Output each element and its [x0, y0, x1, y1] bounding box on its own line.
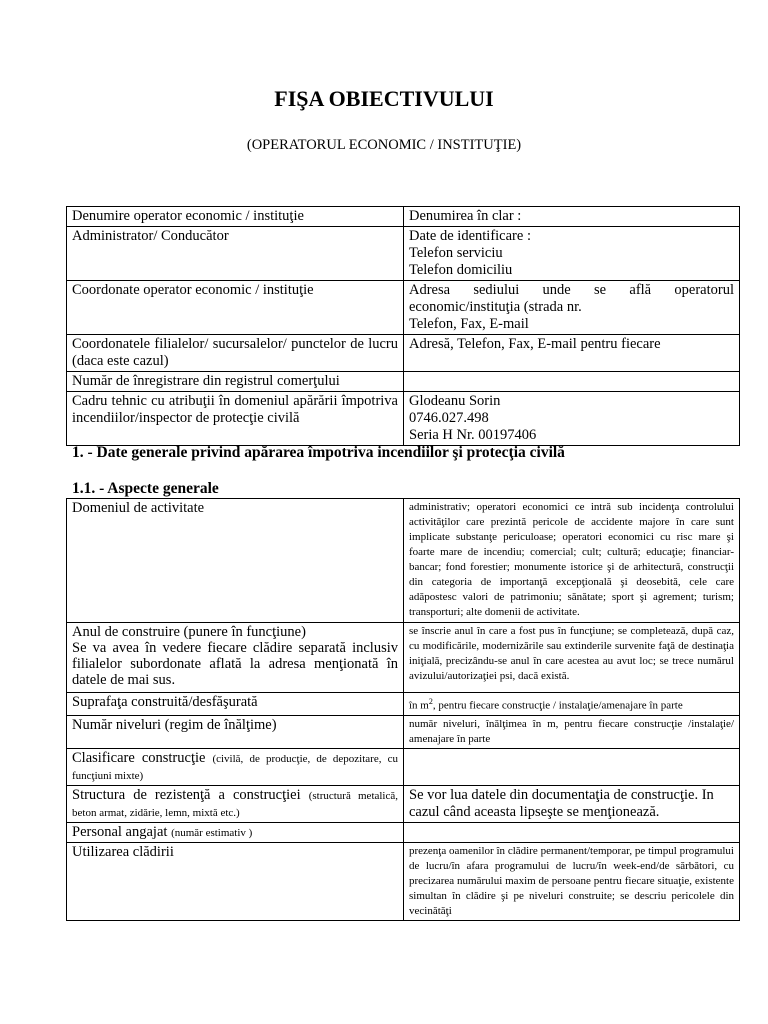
- cell-line: Administrator/ Conducător: [72, 228, 229, 244]
- personal-label-small: (număr estimativ ): [171, 826, 253, 839]
- general-aspects-table: [66, 498, 740, 921]
- table-cell-left: [67, 335, 404, 372]
- section-1-1-heading: 1.1. - Aspecte generale: [72, 480, 219, 497]
- table-cell-right: [404, 227, 740, 281]
- document-subtitle: (OPERATORUL ECONOMIC / INSTITUŢIE): [246, 137, 522, 153]
- table-cell-left: [67, 372, 404, 392]
- table-cell-left: [67, 227, 404, 281]
- cell-line: Cadru tehnic cu atribuţii în domeniul apărării împotriva incendiilor/inspector de protecţie civilă: [72, 393, 398, 426]
- an-label-detail: Se va avea în vedere fiecare clădire separată inclusiv filialelor subordonate aflată la adresa menţionată în datele de mai sus.: [72, 640, 398, 688]
- clasificare-label-main: Clasificare construcţie: [72, 749, 206, 766]
- section-1-heading: 1. - Date generale privind apărarea împotriva incendiilor şi protecţia civilă: [72, 444, 565, 461]
- suprafata-unit: în m: [409, 699, 429, 712]
- table-cell-right: [404, 372, 740, 392]
- suprafata-unit-exponent: 2: [428, 697, 433, 706]
- clasificare-label-small: (civilă, de producţie, de depozitare, cu funcţiuni mixte): [72, 752, 398, 782]
- cell-line: Coordonate operator economic / instituţie: [72, 282, 314, 298]
- personal-value: [404, 822, 740, 842]
- table-cell-right: [404, 335, 740, 372]
- table-cell-left: [67, 281, 404, 335]
- an-label-main: Anul de construire (punere în funcţiune): [72, 624, 306, 640]
- table-cell-right: [404, 207, 740, 227]
- cell-line: Glodeanu Sorin: [409, 393, 501, 409]
- table-row: [67, 281, 740, 335]
- table-row: [67, 715, 740, 748]
- table-row: [67, 227, 740, 281]
- cell-line: Adresă, Telefon, Fax, E-mail pentru fiecare: [409, 336, 661, 352]
- suprafata-value: [404, 693, 740, 716]
- table-row: [67, 623, 740, 693]
- table-row: [67, 499, 740, 623]
- niveluri-label: Număr niveluri (regim de înălţime): [67, 715, 404, 748]
- suprafata-label: Suprafaţa construită/desfăşurată: [67, 693, 404, 716]
- cell-line: Seria H Nr. 00197406: [409, 427, 537, 443]
- cell-line: Adresa sediului unde se află operatorul economic/instituţia (strada nr.: [409, 282, 734, 315]
- table-row: [67, 693, 740, 716]
- document-title: FIŞA OBIECTIVULUI: [274, 86, 494, 111]
- suprafata-rest: , pentru fiecare construcţie / instalaţie/amenajare în parte: [432, 699, 683, 712]
- domeniu-value: administrativ; operatori economici ce intră sub incidenţa controlului activităţilor care prezintă pericole de accidente majore în care sunt implicate substanţe periculoase; operatori economici cu risc mare şi foarte mare de incendiu; comercial; cult; cultură; educaţie; financiar-bancar; fond forestier; monumente istorice şi de arhitectură, construcţii din categoria de importanţă excepţională şi deosebită, cele care adăpostesc valori de patrimoniu; sănătate; sport şi agrement; turism; transporturi; alte domenii de activitate.: [404, 499, 740, 623]
- table-cell-right: [404, 392, 740, 446]
- cell-line: Număr de înregistrare din registrul comerţului: [72, 373, 340, 389]
- table-row: [67, 335, 740, 372]
- an-label: [67, 623, 404, 693]
- table-cell-left: [67, 207, 404, 227]
- cell-line: Date de identificare :: [409, 228, 531, 244]
- cell-line: Telefon, Fax, E-mail: [409, 316, 529, 332]
- utilizare-value: prezenţa oamenilor în clădire permanent/temporar, pe timpul programului de lucru/în afara programului de lucru/în week-end/de sărbători, cu precizarea numărului maxim de persoane pentru fiecare situaţie, existente simultan în clădire şi pe niveluri construite; se descriu pericolele din vecinătăţi: [404, 842, 740, 920]
- cell-line: Coordonatele filialelor/ sucursalelor/ punctelor de lucru (daca este cazul): [72, 336, 398, 369]
- utilizare-label: Utilizarea clădirii: [67, 842, 404, 920]
- identification-table: [66, 206, 740, 446]
- an-value: se înscrie anul în care a fost pus în funcţiune; se completează, după caz, cu modificările, modernizările sau extinderile survenite faţă de destinaţia iniţială, precizându-se anul în care acestea au avut loc; se trece numărul avizului/autorizaţiei psi, dacă există.: [404, 623, 740, 693]
- structura-label: [67, 785, 404, 822]
- cell-line: Telefon serviciu: [409, 245, 503, 261]
- clasificare-label: [67, 748, 404, 785]
- cell-line: Denumirea în clar :: [409, 208, 522, 224]
- niveluri-value: număr niveluri, înălţimea în m, pentru fiecare construcţie /instalaţie/ amenajare în parte: [404, 715, 740, 748]
- table-row: [67, 842, 740, 920]
- table-row: [67, 748, 740, 785]
- cell-line: 0746.027.498: [409, 410, 489, 426]
- table-cell-left: [67, 392, 404, 446]
- clasificare-value: [404, 748, 740, 785]
- personal-label: [67, 822, 404, 842]
- table-row: [67, 207, 740, 227]
- domeniu-label: Domeniul de activitate: [67, 499, 404, 623]
- table-row: [67, 372, 740, 392]
- cell-line: Telefon domiciliu: [409, 262, 513, 278]
- table-cell-right: [404, 281, 740, 335]
- personal-label-main: Personal angajat: [72, 823, 168, 840]
- table-row: [67, 392, 740, 446]
- structura-value: Se vor lua datele din documentaţia de construcţie. In cazul când aceasta lipseşte se menţionează.: [404, 785, 740, 822]
- structura-label-small: (structură metalică, beton armat, zidărie, lemn, mixtă etc.): [72, 789, 399, 819]
- cell-line: Denumire operator economic / instituţie: [72, 208, 304, 224]
- table-row: [67, 822, 740, 842]
- table-row: [67, 785, 740, 822]
- structura-label-main: Structura de rezistenţă a construcţiei: [72, 786, 301, 803]
